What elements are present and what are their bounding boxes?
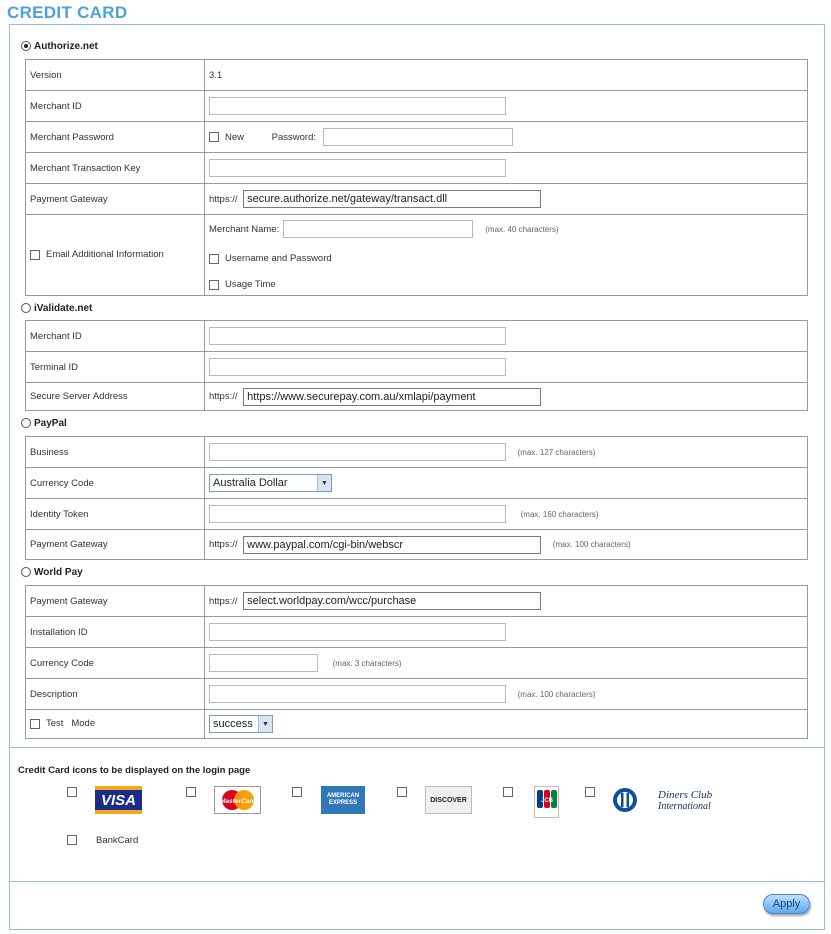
- gateway-prefix: https://: [209, 193, 238, 205]
- worldpay-settings-table: [25, 585, 808, 739]
- test-mode-select[interactable]: [209, 715, 273, 733]
- diners-club-logo: [612, 786, 726, 814]
- jcb-logo-text: JCB: [540, 798, 553, 804]
- jcb-checkbox[interactable]: [503, 787, 513, 797]
- identity-label: Identity Token: [26, 499, 205, 530]
- section-heading: World Pay: [34, 566, 83, 578]
- diners-logo-line1: Diners Club: [658, 789, 713, 801]
- test-mode-toggle[interactable]: [30, 718, 95, 729]
- identity-input[interactable]: [209, 505, 506, 523]
- gateway-input[interactable]: select.worldpay.com/wcc/purchase: [243, 592, 541, 610]
- ivalidate-settings-table: [25, 320, 808, 411]
- section-heading: Authorize.net: [34, 40, 98, 52]
- email-info-label: Email Additional Information: [46, 249, 164, 261]
- section-heading: PayPal: [34, 417, 67, 429]
- email-info-toggle[interactable]: [30, 249, 164, 260]
- gateway-hint: (max. 100 characters): [552, 540, 631, 549]
- chevron-down-icon[interactable]: ▼: [317, 475, 331, 491]
- installation-input[interactable]: [209, 623, 506, 641]
- gateway-label: Payment Gateway: [26, 184, 205, 215]
- diners-checkbox[interactable]: [585, 787, 595, 797]
- currency-label: Currency Code: [26, 468, 205, 499]
- currency-input[interactable]: [209, 654, 318, 672]
- jcb-logo: [534, 786, 559, 818]
- gateway-option-ivalidate[interactable]: [21, 301, 92, 315]
- gateway-prefix: https://: [209, 539, 238, 550]
- merchant-password-label: Merchant Password: [26, 122, 205, 153]
- server-label: Secure Server Address: [26, 383, 205, 411]
- new-checkbox[interactable]: [209, 132, 219, 142]
- test-mode-checkbox[interactable]: [30, 719, 40, 729]
- business-label: Business: [26, 437, 205, 468]
- visa-checkbox[interactable]: [67, 787, 77, 797]
- mastercard-logo-text: MasterCard: [219, 798, 256, 805]
- email-info-checkbox[interactable]: [30, 250, 40, 260]
- identity-hint: (max. 160 characters): [520, 509, 599, 519]
- currency-select[interactable]: [209, 474, 332, 492]
- amex-logo-line2: EXPRESS: [328, 800, 358, 806]
- section-divider: [9, 747, 825, 748]
- password-label: Password:: [271, 131, 317, 143]
- server-prefix: https://: [209, 391, 238, 402]
- server-input[interactable]: https://www.securepay.com.au/xmlapi/payment: [243, 388, 541, 406]
- discover-logo: DISCOVER: [425, 786, 472, 814]
- card-icons-title: Credit Card icons to be displayed on the login page: [18, 765, 251, 776]
- test-mode-value: success: [213, 718, 253, 730]
- gateway-input[interactable]: www.paypal.com/cgi-bin/webscr: [243, 536, 541, 554]
- paypal-settings-table: [25, 436, 808, 560]
- radio-icon[interactable]: [21, 567, 31, 577]
- bankcard-checkbox[interactable]: [67, 835, 77, 845]
- footer-divider: [9, 881, 825, 882]
- test-mode-label: Test Mode: [46, 718, 96, 730]
- discover-checkbox[interactable]: [397, 787, 407, 797]
- mastercard-checkbox[interactable]: [186, 787, 196, 797]
- currency-value: Australia Dollar: [213, 477, 288, 489]
- transaction-key-input[interactable]: [209, 159, 506, 177]
- section-heading: iValidate.net: [34, 302, 93, 314]
- bankcard-label: BankCard: [96, 835, 139, 846]
- merchant-id-input[interactable]: [209, 97, 506, 115]
- visa-logo: VISA: [95, 786, 142, 814]
- terminal-id-label: Terminal ID: [26, 352, 205, 383]
- merchant-name-input[interactable]: [283, 220, 473, 238]
- transaction-key-label: Merchant Transaction Key: [26, 153, 205, 184]
- business-input[interactable]: [209, 443, 506, 461]
- merchant-id-label: Merchant ID: [26, 321, 205, 352]
- username-password-toggle[interactable]: [209, 253, 332, 264]
- merchant-name-label: Merchant Name:: [209, 223, 280, 235]
- usage-time-toggle[interactable]: [209, 279, 276, 290]
- gateway-option-worldpay[interactable]: [21, 565, 83, 579]
- amex-logo: [321, 786, 365, 814]
- description-label: Description: [26, 679, 205, 710]
- diners-logo-line2: International: [658, 801, 711, 812]
- amex-logo-line1: AMERICAN: [326, 793, 360, 799]
- version-label: Version: [26, 60, 205, 91]
- gateway-prefix: https://: [209, 595, 238, 607]
- password-input[interactable]: [323, 128, 513, 146]
- usage-time-label: Usage Time: [225, 279, 276, 290]
- gateway-option-paypal[interactable]: [21, 416, 67, 430]
- currency-label: Currency Code: [26, 648, 205, 679]
- new-password-toggle[interactable]: [209, 132, 244, 143]
- merchant-id-label: Merchant ID: [26, 91, 205, 122]
- radio-icon[interactable]: [21, 418, 31, 428]
- currency-hint: (max. 3 characters): [332, 658, 402, 668]
- apply-button[interactable]: Apply: [763, 894, 810, 914]
- username-password-checkbox[interactable]: [209, 254, 219, 264]
- business-hint: (max. 127 characters): [517, 447, 596, 457]
- gateway-option-authorize[interactable]: [21, 39, 98, 53]
- gateway-input[interactable]: secure.authorize.net/gateway/transact.dll: [243, 190, 541, 208]
- description-input[interactable]: [209, 685, 506, 703]
- description-hint: (max. 100 characters): [517, 689, 596, 699]
- terminal-id-input[interactable]: [209, 358, 506, 376]
- gateway-label: Payment Gateway: [26, 586, 205, 617]
- radio-selected-icon[interactable]: [21, 41, 31, 51]
- merchant-name-hint: (max. 40 characters): [485, 224, 559, 234]
- radio-icon[interactable]: [21, 303, 31, 313]
- merchant-id-input[interactable]: [209, 327, 506, 345]
- username-password-label: Username and Password: [225, 253, 332, 264]
- version-value: 3.1: [205, 60, 808, 91]
- new-label: New: [225, 131, 245, 143]
- page-title: CREDIT CARD: [7, 3, 128, 22]
- amex-checkbox[interactable]: [292, 787, 302, 797]
- installation-label: Installation ID: [26, 617, 205, 648]
- mastercard-logo: [214, 786, 261, 814]
- chevron-down-icon[interactable]: ▼: [258, 716, 272, 732]
- usage-time-checkbox[interactable]: [209, 280, 219, 290]
- gateway-label: Payment Gateway: [26, 530, 205, 560]
- authorize-settings-table: [25, 59, 808, 296]
